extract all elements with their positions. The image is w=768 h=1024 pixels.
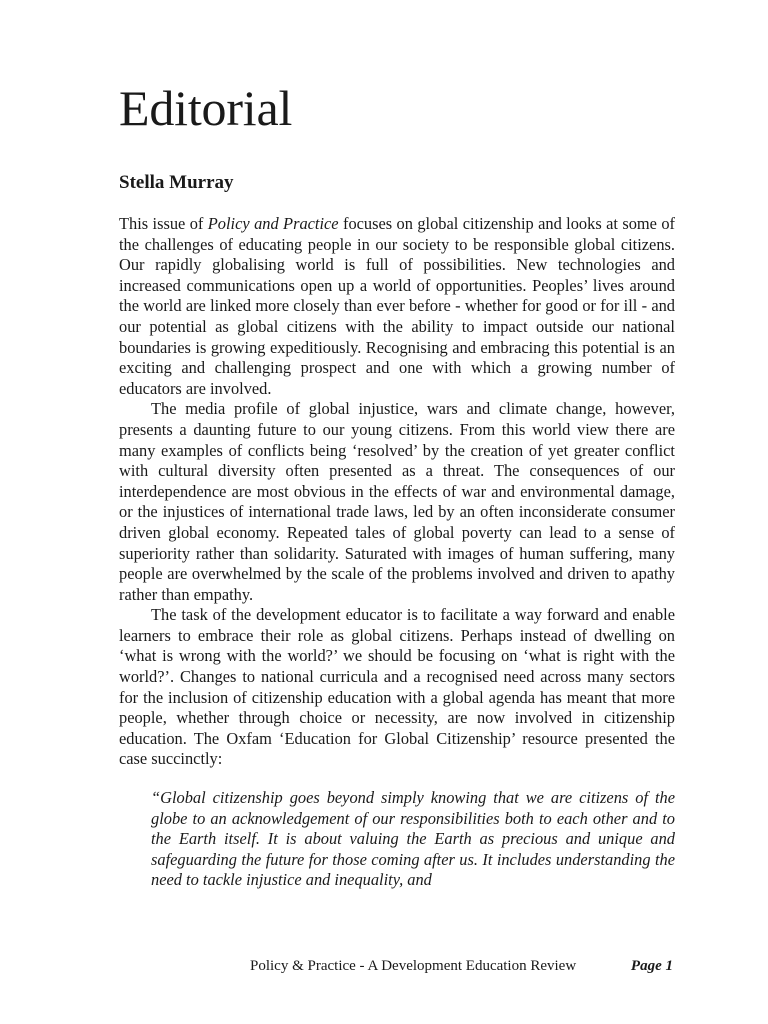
journal-title-italic: Policy and Practice	[207, 214, 339, 233]
paragraph-1	[119, 214, 675, 399]
page	[119, 0, 675, 1024]
paragraph-1-lead: This issue of	[119, 214, 208, 233]
footer-page-number: Page 1	[630, 958, 673, 974]
article-body	[119, 214, 675, 891]
paragraph-3: The task of the development educator is to facilitate a way forward and enable learners to embrace their role as global citizens. Perhaps instead of dwelling on ‘what is wrong with the world?’ we should be focusing on ‘what is right with the world?’. Changes to national curricula and a recognised need across many sectors for the inclusion of citizenship education with a global agenda has meant that more people, whether through choice or necessity, are now involved in citizenship education. The Oxfam ‘Education for Global Citizenship’ resource presented the case succinctly:	[119, 605, 675, 769]
paragraph-1-rest: focuses on global citizenship and looks at some of the challenges of educating people in our society to be responsible global citizens. Our rapidly globalising world is full of possibilities. New technologies and increased communications open up a world of opportunities. Peoples’ lives around the world are linked more closely than ever before - whether for good or for ill - and our potential as global citizens with the ability to impact outside our national boundaries is growing expeditiously. Recognising and embracing this potential is an exciting and challenging prospect and one with which a growing number of educators are involved.	[119, 214, 675, 398]
page-title: Editorial	[119, 80, 293, 136]
author-name: Stella Murray	[119, 172, 234, 193]
footer-journal-name: Policy & Practice - A Development Education Review	[250, 958, 577, 974]
paragraph-2: The media profile of global injustice, wars and climate change, however, presents a daunting future to our young citizens. From this world view there are many examples of conflicts being ‘resolved’ by the creation of yet greater conflict with cultural diversity often presented as a threat. The consequences of our interdependence are most obvious in the effects of war and environmental damage, or the injustices of international trade laws, led by an often inconsiderate consumer driven global economy. Repeated tales of global poverty can lead to a sense of superiority rather than solidarity. Saturated with images of human suffering, many people are overwhelmed by the scale of the problems involved and driven to apathy rather than empathy.	[119, 399, 675, 604]
block-quote: “Global citizenship goes beyond simply knowing that we are citizens of the globe to an acknowledgement of our responsibilities both to each other and to the Earth itself. It is about valuing the Earth as precious and unique and safeguarding the future for those coming after us. It includes understanding the need to tackle injustice and inequality, and	[151, 788, 675, 890]
